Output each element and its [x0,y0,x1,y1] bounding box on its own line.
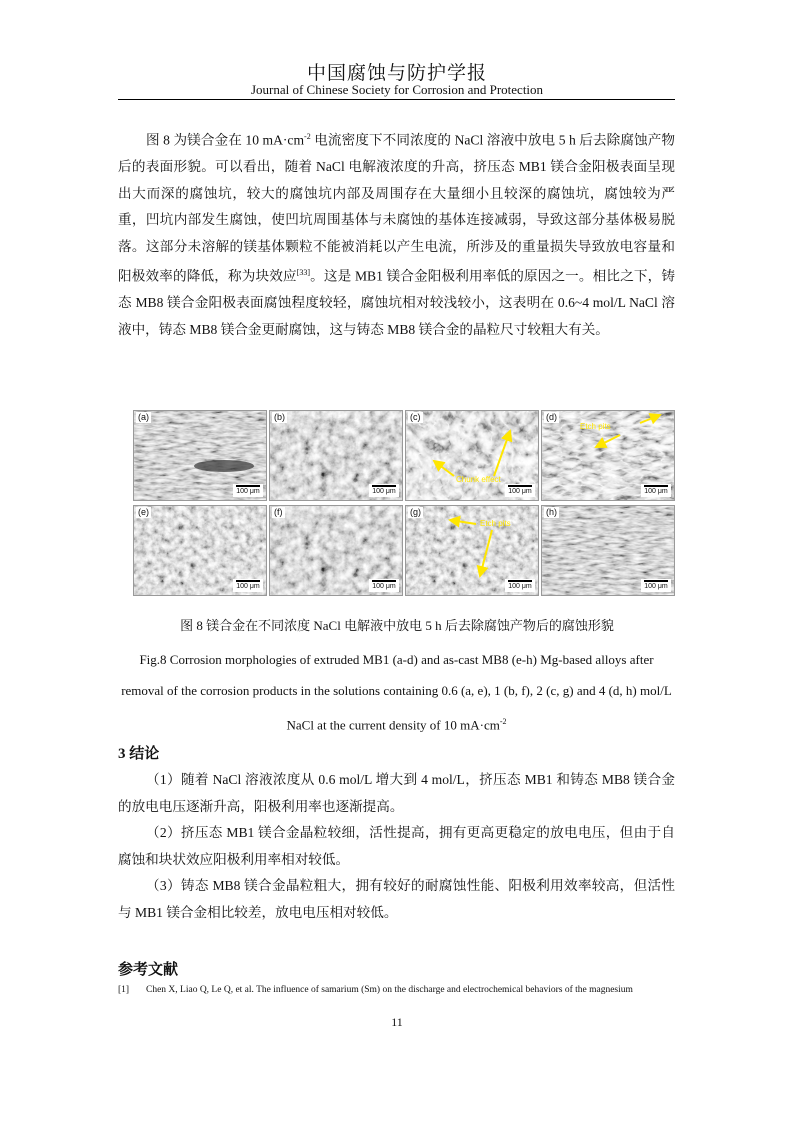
panel-label: (d) [546,412,557,422]
micrograph-panel-e [133,505,267,596]
journal-title-en: Journal of Chinese Society for Corrosion and Protection [250,82,544,97]
annotation-chunk-effect: Chunk effect [456,475,501,484]
micrograph-panel-g [405,505,539,596]
conclusion-item: （2）挤压态 MB1 镁合金晶粒较细，活性提高，拥有更高更稳定的放电电压，但由于自腐蚀和块状效应阳极利用率相对较低。 [118,825,675,867]
scale-bar: 100 μm [505,484,535,497]
annotation-etch-pits: Etch pits [480,519,511,528]
scale-bar: 100 μm [641,484,671,497]
body-paragraph: 图 8 为镁合金在 10 $mA\cdot cm^{-2}$ 电流密度下不同浓度的 NaCl 溶液中放电 5 h 后去除腐蚀产物后的表面形貌。可以看出，随着 NaCl 电解液浓度的升高，挤压态 MB1 镁合金阳极表面呈现出大而深的腐蚀坑，较大的腐蚀坑内部及周围存在大量细小且较深的腐蚀坑，腐蚀较为严重，凹坑内部发生腐蚀，使凹坑周围基体与未腐蚀的基体连接减弱，导致这部分基体极易脱落。这部分未溶解的镁基体颗粒不能被消耗以产生电流，所涉及的重量损失导致放电容量和阳极效率的降低，称为块效应[33]。这是 MB1 镁合金阳极利用率低的原因之一。相比之下，铸态 MB8 镁合金阳极表面腐蚀程度较轻，腐蚀坑相对较浅较小，这表明在 0.6~4 mol/L NaCl 溶液中，铸态 MB8 镁合金更耐腐蚀，这与铸态 MB8 镁合金的晶粒尺寸较粗大有关。 [118,132,675,337]
panel-label: (e) [138,507,149,517]
header-divider [118,99,675,100]
micrograph-panel-a [133,410,267,501]
panel-label: (f) [274,507,283,517]
conclusion-item: （3）铸态 MB8 镁合金晶粒粗大，拥有较好的耐腐蚀性能、阳极利用效率较高，但活性与 MB1 镁合金相比较差，放电电压相对较低。 [118,878,675,920]
reference-item: [1] Chen X, Liao Q, Le Q, et al. The influence of samarium (Sm) on the discharge and electrochemical behaviors of the magnesium [118,985,633,995]
micrograph-panel-h [541,505,675,596]
micrograph-panel-f [269,505,403,596]
micrograph-panel-c [405,410,539,501]
scale-bar: 100 μm [369,579,399,592]
panel-label: (b) [274,412,285,422]
figure-8 [133,410,675,596]
panel-label: (h) [546,507,557,517]
conclusion-item: （1）随着 NaCl 溶液浓度从 0.6 mol/L 增大到 4 mol/L，挤压态 MB1 和铸态 MB8 镁合金的放电电压逐渐升高，阳极利用率也逐渐提高。 [118,772,675,814]
citation: [33] [296,268,311,278]
figure-caption-cn: 图 8 镁合金在不同浓度 NaCl 电解液中放电 5 h 后去除腐蚀产物后的腐蚀形貌 [180,618,614,633]
section-heading-conclusion: 3 结论 [118,746,160,762]
page-number: 11 [391,1015,403,1029]
scale-bar: 100 μm [233,484,263,497]
scale-bar: 100 μm [233,579,263,592]
panel-label: (c) [410,412,421,422]
scale-bar: 100 μm [641,579,671,592]
panel-label: (a) [138,412,149,422]
scale-bar: 100 μm [505,579,535,592]
panel-label: (g) [410,507,421,517]
conclusion-list [118,767,675,926]
figure-caption-en: Fig.8 Corrosion morphologies of extruded MB1 (a-d) and as-cast MB8 (e-h) Mg-based alloys after removal of the corrosion products in the solutions containing 0.6 (a, e), 1 (b, f), 2 (c, g) and 4 (d, h) mol/L NaCl at the current density of 10 $mA\cdot cm^{-2}$ [121,652,672,733]
journal-title-cn: 中国腐蚀与防护学报 [306,63,487,84]
annotation-etch-pits: Etch pits [580,422,611,431]
micrograph-panel-d [541,410,675,501]
section-heading-references: 参考文献 [118,962,179,978]
scale-bar: 100 μm [369,484,399,497]
micrograph-panel-b [269,410,403,501]
